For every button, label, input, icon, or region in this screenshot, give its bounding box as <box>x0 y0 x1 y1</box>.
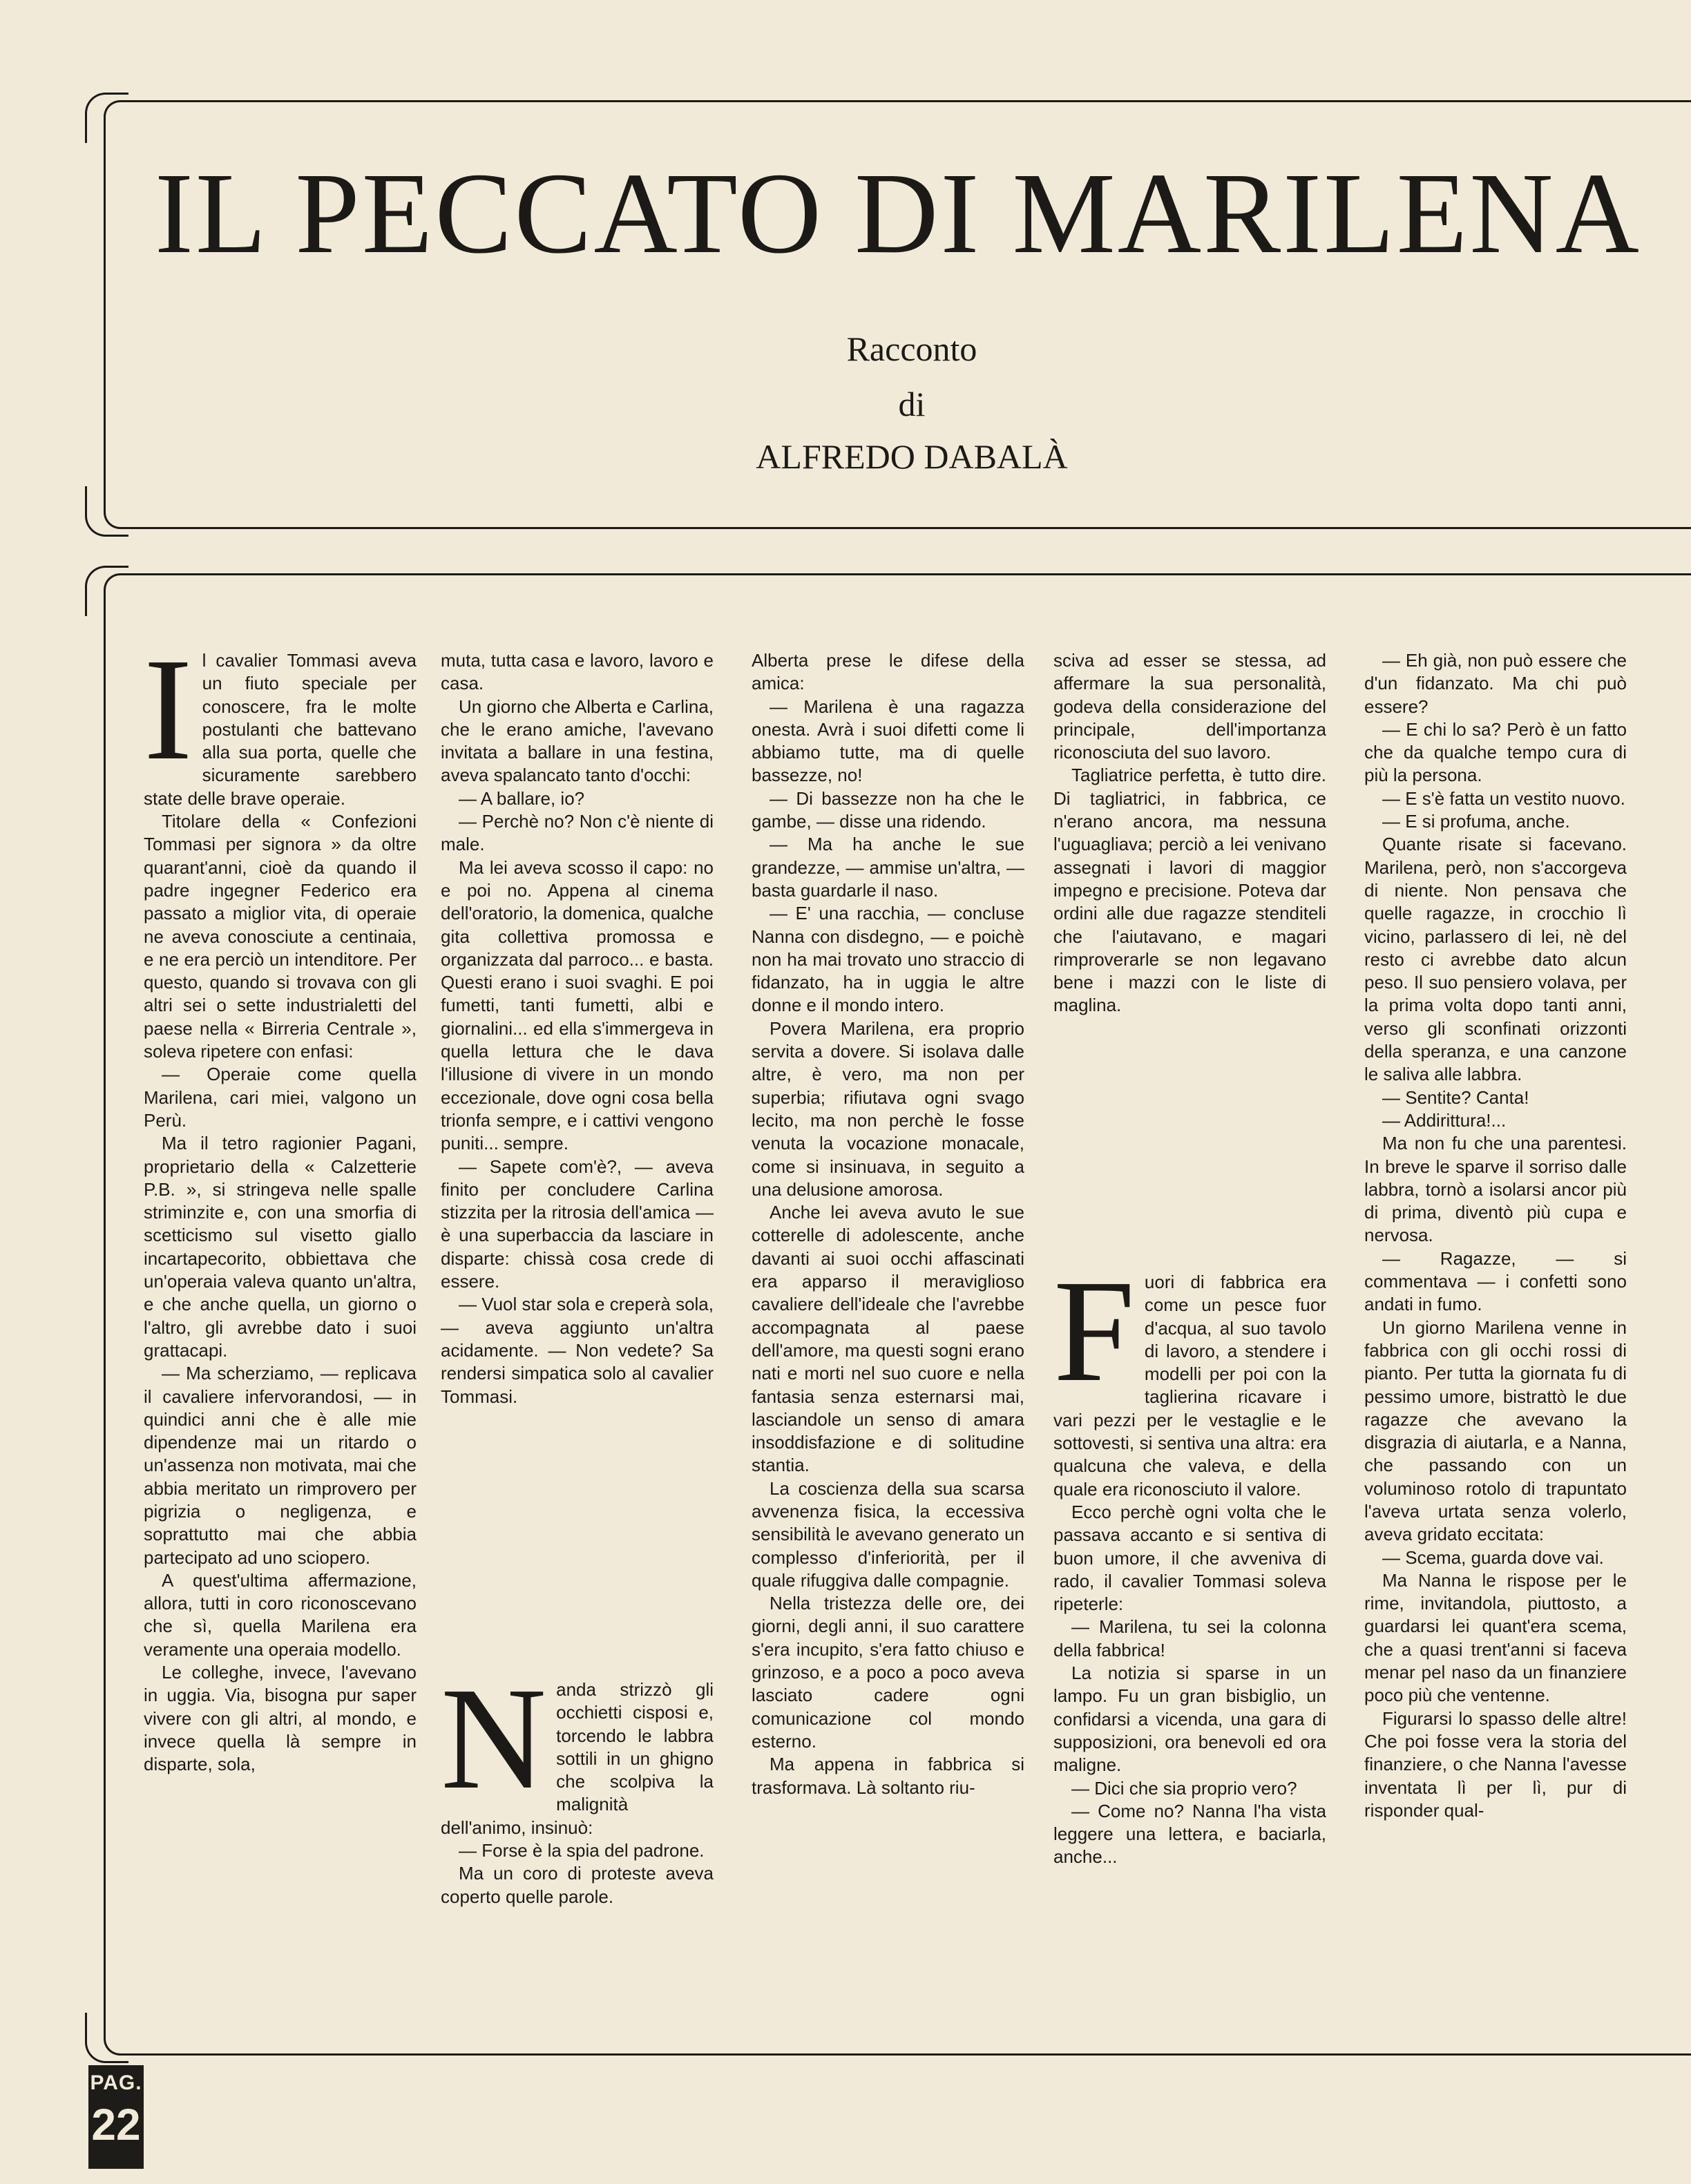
paragraph: Ma un coro di proteste aveva coperto quelle parole. <box>441 1863 714 1907</box>
paragraph: — Forse è la spia del padrone. <box>459 1840 705 1861</box>
paragraph: — Operaie come quella Marilena, cari miei, valgono un Perù. <box>144 1064 417 1131</box>
paragraph: l cavalier Tommasi aveva un fiuto speciale per conoscere, fra le molte postulanti che battevano alla sua porta, quelle che sicuramente sarebbero state delle brave operaie. <box>144 650 417 809</box>
paragraph: — A ballare, io? <box>459 787 585 809</box>
subtitle-racconto: Racconto <box>846 329 977 368</box>
paragraph: — Perchè no? Non c'è niente di male. <box>441 811 714 855</box>
paragraph: — Ragazze, — si commentava — i confetti sono andati in fumo. <box>1364 1247 1627 1315</box>
paragraph: — Marilena è una ragazza onesta. Avrà i suoi difetti come li abbiamo tutte, ma di quelle bassezze, no! <box>752 696 1024 786</box>
column-2-section-2 <box>441 1657 714 1908</box>
column-5 <box>1364 649 1627 1822</box>
paragraph: Quante risate si facevano. Marilena, però, non s'accorgeva di niente. Non pensava che quelle ragazze, in crocchio lì vicino, parlassero di lei, nè del resto ci avrebbe dato alcun peso. Il suo pensiero volava, per la prima volta dopo tanti anni, verso gli sconfinati orizzonti della speranza, e una canzone le saliva alle labbra. <box>1364 834 1627 1085</box>
paragraph: — Marilena, tu sei la colonna della fabbrica! <box>1053 1616 1326 1660</box>
paragraph: A quest'ultima affermazione, allora, tutti in coro riconoscevano che sì, quella Marilena era veramente una operaia modello. <box>144 1569 417 1660</box>
paragraph: Ma non fu che una parentesi. In breve le sparve il sorriso dalle labbra, tornò a isolarsi ancor più di prima, diventò più cupa e nervosa. <box>1364 1133 1627 1246</box>
paragraph: — Sentite? Canta! <box>1382 1086 1529 1108</box>
paragraph: Ma lei aveva scosso il capo: no e poi no. Appena al cinema dell'oratorio, la domenica, qualche gita collettiva promossa e organizzata dal parroco... e basta. Questi erano i suoi svaghi. E poi fumetti, tanti fumetti, albi e giornalini... ed ella s'immergeva in quella lettura che le dava l'illusione di vivere in un mondo eccezionale, dove ogni cosa bella trionfa sempre, e i cattivi vengono puniti... sempre. <box>441 856 714 1154</box>
paragraph: anda strizzò gli occhietti cisposi e, torcendo le labbra sottili in un ghigno che scolpiva la malignità dell'animo, insinuò: <box>441 1679 714 1838</box>
paragraph: Un giorno Marilena venne in fabbrica con gli occhi rossi di pianto. Per tutta la giornata fu di pessimo umore, bistrattò le due ragazze che avevano la disgrazia di aiutarla, e a Nanna, che passando con un voluminoso rotolo di trapuntato l'aveva urtata senza volerlo, aveva gridato eccitata: <box>1364 1316 1627 1545</box>
paragraph: — Ma ha anche le sue grandezze, — ammise un'altra, — basta guardarle il naso. <box>752 834 1024 901</box>
paragraph: muta, tutta casa e lavoro, lavoro e casa. <box>441 650 714 694</box>
paragraph: — E s'è fatta un vestito nuovo. <box>1382 787 1625 809</box>
paragraph: Un giorno che Alberta e Carlina, che le erano amiche, l'avevano invitata a ballare in una festina, aveva spalancato tanto d'occhi: <box>441 696 714 786</box>
paragraph: — Eh già, non può essere che d'un fidanzato. Ma chi può essere? <box>1364 650 1627 717</box>
paragraph: — Di bassezze non ha che le gambe, — disse una ridendo. <box>752 787 1024 832</box>
page-number-badge <box>88 2065 144 2169</box>
paragraph: — Dici che sia proprio vero? <box>1071 1777 1297 1799</box>
paragraph: La coscienza della sua scarsa avvenenza fisica, la eccessiva sensibilità le avevano generato un complesso d'inferiorità, per il quale rifuggiva dalle compagnie. <box>752 1477 1024 1591</box>
column-2 <box>441 649 714 1408</box>
subtitle-di: di <box>898 385 926 423</box>
paragraph: Ma il tetro ragionier Pagani, proprietario della « Calzetterie P.B. », si stringeva nelle spalle striminzite e, con una smorfia di scetticismo sul visetto giallo incartapecorito, obbiettava che un'operaia valeva quanto un'altra, e che anche quella, un giorno o l'altro, gli avrebbe dato i suoi grattacapi. <box>144 1133 417 1361</box>
column-4-section-2 <box>1053 1249 1326 1869</box>
paragraph: — Addirittura!... <box>1382 1109 1507 1131</box>
paragraph: Ma Nanna le rispose per le rime, invitandola, piuttosto, a guardarsi lei quant'era scema, che a quasi trent'anni si faceva menar pel naso da un finanziere poco più che ventenne. <box>1364 1569 1627 1706</box>
column-1 <box>144 628 417 1776</box>
drop-cap-n: N <box>441 1657 547 1819</box>
paragraph: Alberta prese le difese della amica: <box>752 650 1024 694</box>
paragraph: Figurarsi lo spasso delle altre! Che poi fosse vera la storia del finanziere, o che Nanna l'avesse inventata lì per lì, pur di risponder qual- <box>1364 1707 1627 1821</box>
story-title: IL PECCATO DI MARILENA <box>155 149 1641 278</box>
drop-cap-i: I <box>144 628 193 790</box>
author-name: ALFREDO DABALÀ <box>756 437 1068 476</box>
paragraph: — Ma scherziamo, — replicava il cavaliere infervorandosi, — in quindici anni che è alle mie dipendenze mai un ritardo o un'assenza non motivata, mai che abbia meritato un rimprovero per pigrizia o negligenza, e soprattutto mai che abbia partecipato ad uno sciopero. <box>144 1363 417 1568</box>
paragraph: La notizia si sparse in un lampo. Fu un gran bisbiglio, un confidarsi a vicenda, una gara di supposizioni, ora benevoli ed ora maligne. <box>1053 1663 1326 1776</box>
paragraph: — Scema, guarda dove vai. <box>1382 1546 1604 1568</box>
page-label: PAG. <box>90 2071 142 2094</box>
paragraph: — E si profuma, anche. <box>1382 811 1570 832</box>
paragraph: Ecco perchè ogni volta che le passava accanto e si sentiva di buon umore, il che avveniva di rado, il cavalier Tommasi soleva ripeterle: <box>1053 1501 1326 1615</box>
column-3 <box>752 649 1024 1799</box>
paragraph: — Sapete com'è?, — aveva finito per concludere Carlina stizzita per la ritrosia dell'amica — è una superbaccia da lasciare in disparte: chissà cosa crede di essere. <box>441 1156 714 1292</box>
paragraph: — E chi lo sa? Però è un fatto che da qualche tempo cura di più la persona. <box>1364 718 1627 786</box>
paragraph: — Vuol star sola e creperà sola, — aveva aggiunto un'altra acidamente. — Non vedete? Sa rendersi simpatica solo al cavalier Tommasi. <box>441 1294 714 1407</box>
paragraph: Povera Marilena, era proprio servita a dovere. Si isolava dalle altre, è vero, ma non per superbia; rifiutava ogni svago lecito, ma non perchè le fosse venuta la vocazione monacale, come si insinuava, in seguito a una delusione amorosa. <box>752 1017 1024 1200</box>
drop-cap-f: F <box>1053 1249 1135 1412</box>
paragraph: Ma appena in fabbrica si trasformava. Là soltanto riu- <box>752 1754 1024 1798</box>
paragraph: — Come no? Nanna l'ha vista leggere una lettera, e baciarla, anche... <box>1053 1800 1326 1868</box>
column-4 <box>1053 649 1326 1017</box>
paragraph: uori di fabbrica era come un pesce fuor d'acqua, al suo tavolo di lavoro, a stendere i modelli per poi con la taglierina ricavare i vari pezzi per le vestaglie e le sottovesti, si sentiva una altra: era qualcuna che valeva, e della quale era riconosciuto il valore. <box>1053 1272 1326 1500</box>
page-number: 22 <box>91 2100 141 2149</box>
paragraph: Anche lei aveva avuto le sue cotterelle di adolescente, anche davanti ai suoi occhi affascinati era apparso il meraviglioso cavaliere dell'ideale che l'avrebbe accompagnata al paese dell'amore, ma questi sogni erano nati e morti nel suo cuore e nella fantasia senza esternarsi mai, lasciandole un senso di amara insoddisfazione e di solitudine stantia. <box>752 1202 1024 1476</box>
paragraph: Titolare della « Confezioni Tommasi per signora » da oltre quarant'anni, cioè da quando il padre ingegner Federico era passato a miglior vita, di operaie ne aveva conosciute a centinaia, e ne era perciò un intenditore. Per questo, quando si trovava con gli altri sei o sette industrialetti del paese nella « Birreria Centrale », soleva ripetere con enfasi: <box>144 811 417 1062</box>
paragraph: Nella tristezza delle ore, dei giorni, degli anni, il suo carattere s'era incupito, s'era fatto chiuso e grinzoso, e a poco a poco aveva lasciato cadere ogni comunicazione col mondo esterno. <box>752 1593 1024 1752</box>
paragraph: Le colleghe, invece, l'avevano in uggia. Via, bisogna pur saper vivere con gli altri, al mondo, e invece quella là sempre in disparte, sola, <box>144 1662 417 1775</box>
paragraph: — E' una racchia, — concluse Nanna con disdegno, — e poichè non ha mai trovato uno straccio di fidanzato, ha in uggia le altre donne e il mondo intero. <box>752 903 1024 1016</box>
paragraph: sciva ad esser se stessa, ad affermare la sua personalità, godeva della considerazione del principale, dell'importanza riconosciuta del suo lavoro. <box>1053 650 1326 763</box>
paragraph: Tagliatrice perfetta, è tutto dire. Di tagliatrici, in fabbrica, ce n'erano ancora, ma nessuna l'uguagliava; perciò a lei venivano assegnati i lavori di maggior impegno e precisione. Poteva dar ordini alle due ragazze stenditeli che l'aiutavano, e magari rimproverarle se non legavano bene i mazzi con le liste di maglina. <box>1053 765 1326 1016</box>
